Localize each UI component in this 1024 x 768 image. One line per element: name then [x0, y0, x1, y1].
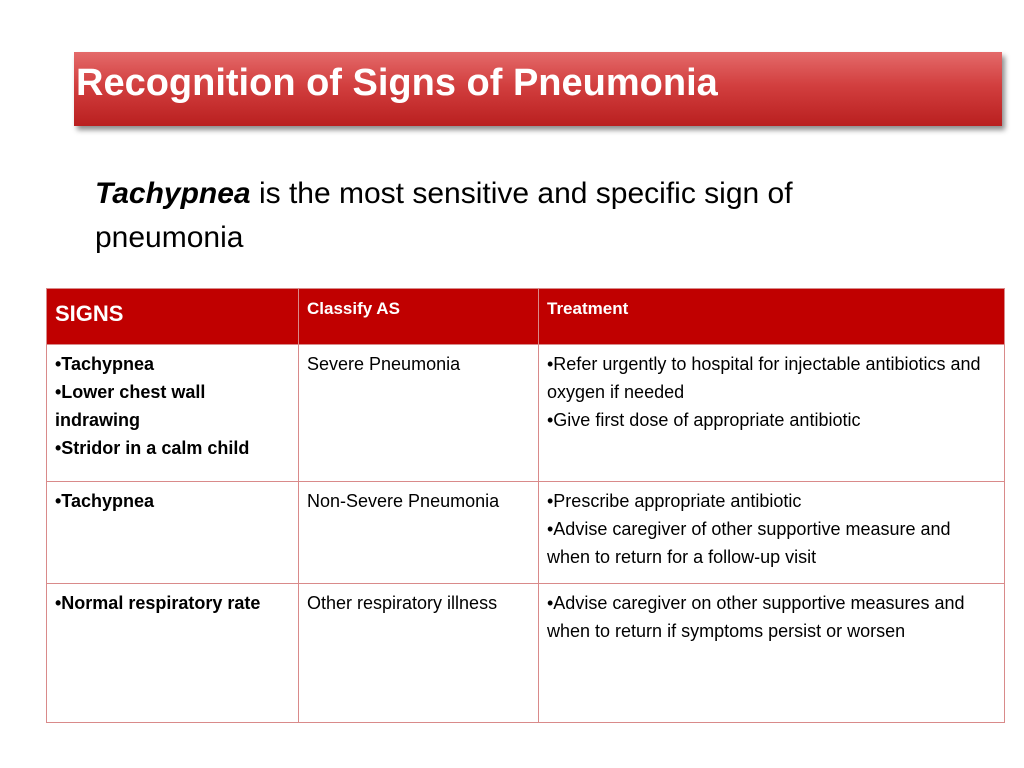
- header-classify: Classify AS: [299, 289, 539, 345]
- treatment-cell: [539, 482, 1005, 584]
- table-header-row: [47, 289, 1005, 345]
- treatment-item: •Prescribe appropriate antibiotic: [547, 491, 802, 511]
- table-row: [47, 345, 1005, 482]
- header-signs: SIGNS: [47, 289, 299, 345]
- classify-cell: Severe Pneumonia: [299, 345, 539, 482]
- sign-item: •Lower chest wall indrawing: [55, 382, 206, 430]
- signs-cell: [47, 482, 299, 584]
- subtitle-emphasis: Tachypnea: [95, 177, 251, 210]
- table-row: [47, 584, 1005, 723]
- treatment-item: •Give first dose of appropriate antibiotic: [547, 410, 861, 430]
- treatment-item: •Advise caregiver of other supportive measure and when to return for a follow-up visit: [547, 519, 951, 567]
- pneumonia-classification-table: [46, 288, 1005, 723]
- classify-cell: Other respiratory illness: [299, 584, 539, 723]
- treatment-item: •Advise caregiver on other supportive measures and when to return if symptoms persist or worsen: [547, 593, 965, 641]
- header-treatment: Treatment: [539, 289, 1005, 345]
- classify-cell: Non-Severe Pneumonia: [299, 482, 539, 584]
- treatment-cell: [539, 345, 1005, 482]
- signs-cell: [47, 345, 299, 482]
- sign-item: •Stridor in a calm child: [55, 438, 250, 458]
- subtitle-statement: [95, 172, 925, 260]
- sign-item: •Tachypnea: [55, 354, 154, 374]
- page-title: Recognition of Signs of Pneumonia: [76, 62, 718, 104]
- subtitle-rest: is the most sensitive and specific sign of pneumonia: [95, 177, 793, 254]
- table-row: [47, 482, 1005, 584]
- treatment-item: •Refer urgently to hospital for injectable antibiotics and oxygen if needed: [547, 354, 981, 402]
- sign-item: •Normal respiratory rate: [55, 593, 261, 613]
- treatment-cell: [539, 584, 1005, 723]
- sign-item: •Tachypnea: [55, 491, 154, 511]
- title-banner: [74, 52, 1002, 126]
- signs-cell: [47, 584, 299, 723]
